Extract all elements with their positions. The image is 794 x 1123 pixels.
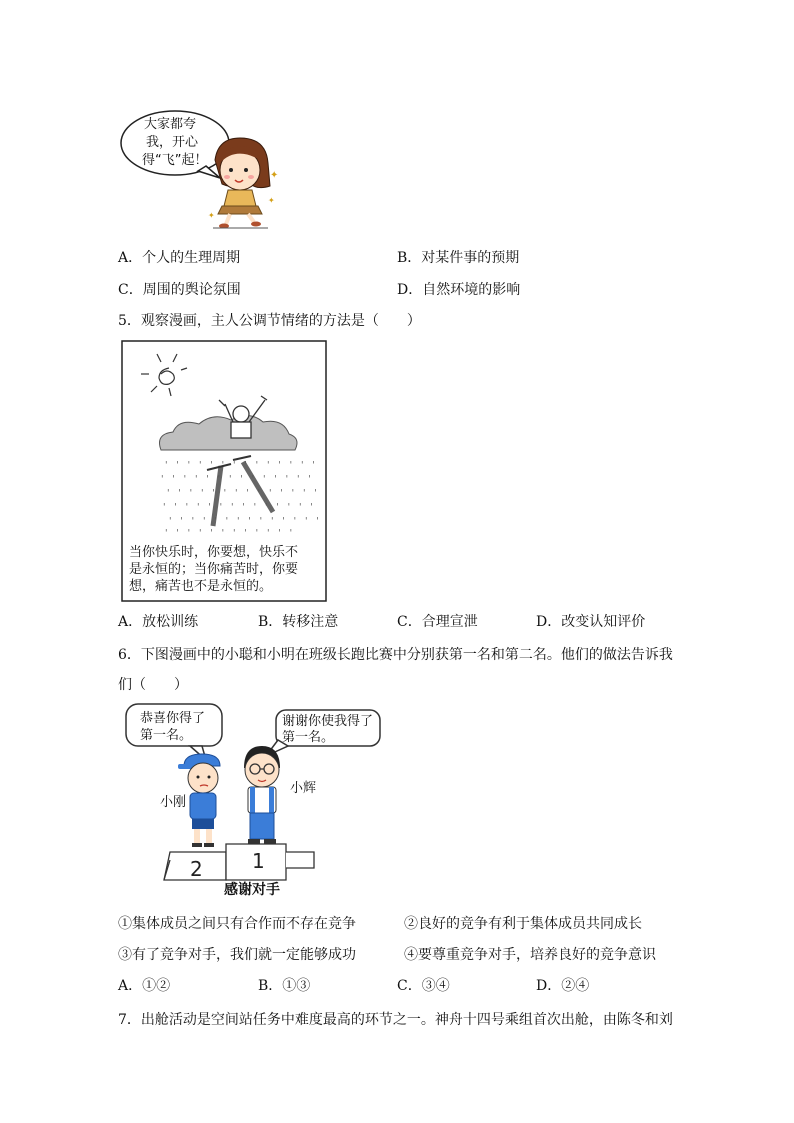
q5-option-b[interactable]: B．转移注意: [258, 614, 339, 630]
bubble-line-1: 大家都夸: [144, 117, 197, 132]
podium: [164, 844, 314, 880]
bubble-line-3: 得“飞”起！: [142, 153, 208, 168]
q7-stem-line-1: 7．出舱活动是空间站任务中难度最高的环节之一。神舟十四号乘组首次出舱，由陈冬和刘: [118, 1012, 673, 1028]
name-xiaogang: 小刚: [160, 795, 187, 810]
podium-number-2: 2: [190, 857, 203, 881]
q5-option-a[interactable]: A．放松训练: [118, 614, 199, 630]
q6-option-d[interactable]: D．②④: [536, 978, 590, 994]
q6-stem-line-1: 6．下图漫画中的小聪和小明在班级长跑比赛中分别获第一名和第二名。他们的做法告诉我: [118, 647, 673, 663]
q5-option-c[interactable]: C．合理宣泄: [397, 614, 478, 630]
q4-option-a[interactable]: A．个人的生理周期: [118, 250, 241, 266]
q5-caption-line-1: 当你快乐时，你要想，快乐不: [129, 545, 299, 560]
bubble-line-2: 我，开心: [146, 135, 199, 150]
q5-stem: 5．观察漫画，主人公调节情绪的方法是（ ）: [118, 313, 421, 329]
q6-statement-1: ①集体成员之间只有合作而不存在竞争: [118, 916, 356, 932]
right-bubble-line-2: 第一名。: [282, 730, 335, 745]
girl-figure: [208, 138, 278, 229]
svg-text:' ' ' ' ' ' ' ' ' ' ' ' ' ': ' ' ' ' ' ' ' ' ' ' ' ' ' ': [167, 489, 320, 499]
q6-stem-line-2: 们（ ）: [118, 677, 188, 693]
q6-option-a[interactable]: A．①②: [118, 978, 171, 994]
svg-text:' ' ' ' ' ' ' ' ' ' ' ': ' ' ' ' ' ' ' ' ' ' ' ': [165, 529, 296, 539]
svg-text:' ' ' ' ' ' ' ' ' ' ' ' ' ': ' ' ' ' ' ' ' ' ' ' ' ' ' ': [163, 503, 316, 513]
cartoon-title: 感谢对手: [224, 882, 280, 898]
q6-statement-4: ④要尊重竞争对手，培养良好的竞争意识: [404, 947, 656, 963]
q4-option-b[interactable]: B．对某件事的预期: [397, 250, 520, 266]
left-bubble-line-1: 恭喜你得了: [140, 711, 206, 726]
svg-text:' ' ' ' ' ' ' ' ' ' ' ' ' ': ' ' ' ' ' ' ' ' ' ' ' ' ' ': [165, 461, 318, 471]
q5-caption-line-2: 是永恒的；当你痛苦时，你要: [129, 562, 299, 577]
q5-caption-line-3: 想，痛苦也不是永恒的。: [129, 579, 273, 594]
name-xiaohui: 小辉: [290, 781, 317, 796]
podium-number-1: 1: [252, 849, 265, 873]
svg-text:✦: ✦: [270, 170, 279, 181]
q4-option-c[interactable]: C．周围的舆论氛围: [118, 282, 241, 298]
q6-statement-2: ②良好的竞争有利于集体成员共同成长: [404, 916, 642, 932]
q5-cartoon: [121, 340, 327, 602]
svg-text:' ' ' ' ' ' ' ' ' ' ' ' ' ': ' ' ' ' ' ' ' ' ' ' ' ' ' ': [169, 517, 322, 527]
q6-option-b[interactable]: B．①③: [258, 978, 311, 994]
left-bubble-line-2: 第一名。: [140, 728, 193, 743]
svg-text:✦: ✦: [268, 196, 275, 205]
boy-xiaohui: [244, 746, 280, 844]
svg-text:' ' ' ' ' ' ' ' ' ' ' ' ' ': ' ' ' ' ' ' ' ' ' ' ' ' ' ': [161, 475, 314, 485]
q4-cartoon: [118, 108, 288, 233]
q4-option-d[interactable]: D．自然环境的影响: [397, 282, 521, 298]
q5-option-d[interactable]: D．改变认知评价: [536, 614, 646, 630]
svg-text:✦: ✦: [208, 211, 215, 220]
q6-cartoon: [120, 700, 390, 900]
q6-statement-3: ③有了竞争对手，我们就一定能够成功: [118, 947, 356, 963]
right-bubble-line-1: 谢谢你使我得了: [282, 714, 374, 729]
q6-option-c[interactable]: C．③④: [397, 978, 450, 994]
